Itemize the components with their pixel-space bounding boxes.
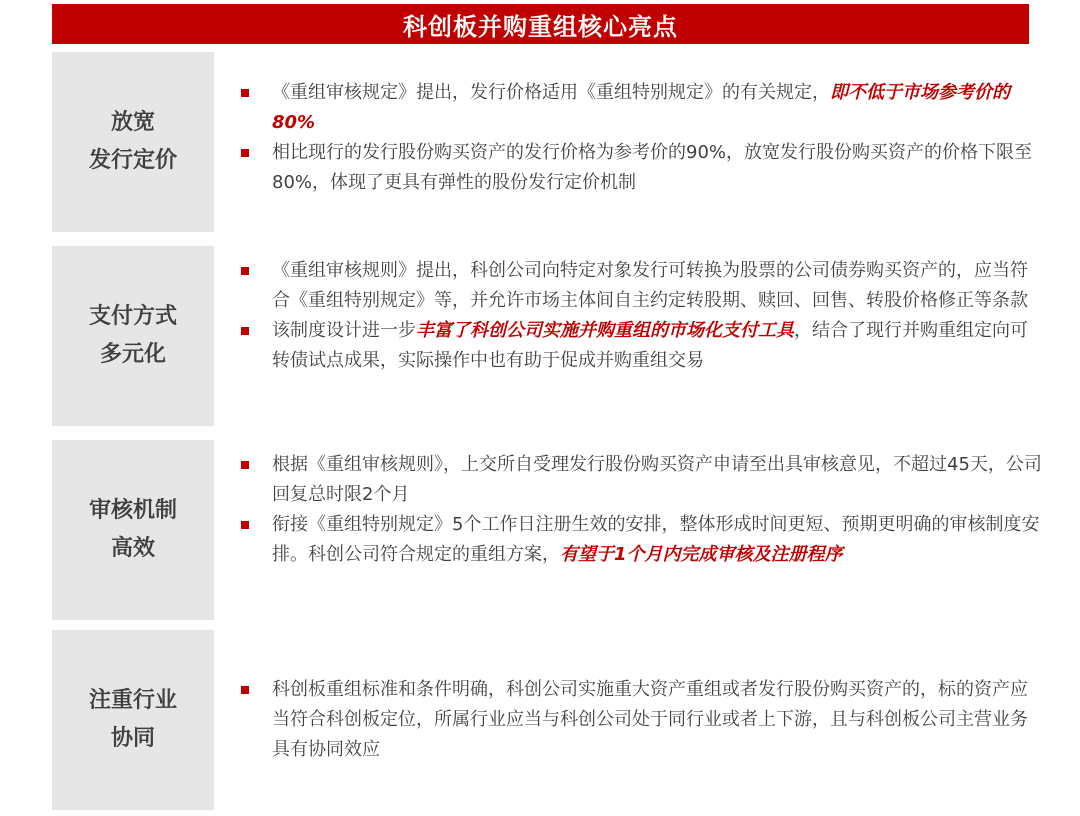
bullet-square-icon — [241, 521, 249, 529]
row-label-line: 放宽 — [110, 110, 155, 135]
bullet-text: 科创板重组标准和条件明确，科创公司实施重大资产重组或者发行股份购买资产的，标的资产应当符合科创板定位，所属行业应当与科创公司处于同行业或者上下游，且与科创板公司主营业务具有协同效应 — [272, 679, 1028, 760]
row-payment — [52, 246, 1042, 426]
bullet-text: 《重组审核规则》提出，科创公司向特定对象发行可转换为股票的公司债券购买资产的，应当符合《重组特别规定》等，并允许市场主体间自主约定转股期、赎回、回售、转股价格修正等条款 — [272, 260, 1028, 311]
row-label-line: 高效 — [110, 536, 155, 561]
bullet-item — [236, 256, 1042, 316]
bullet-square-icon — [241, 267, 249, 275]
bullet-square-icon — [241, 89, 249, 97]
bullet-text: 该制度设计进一步 — [272, 320, 416, 341]
row-label-line: 多元化 — [99, 342, 166, 367]
row-pricing — [52, 52, 1042, 232]
bullet-square-icon — [241, 327, 249, 335]
row-synergy — [52, 630, 1042, 810]
bullet-item — [236, 450, 1042, 510]
row-label-line: 协同 — [110, 726, 155, 751]
row-label — [52, 52, 214, 232]
bullet-item — [236, 510, 1042, 570]
bullet-text: 衔接《重组特别规定》5个工作日注册生效的安排，整体形成时间更短、预期更明确的审核制度安排。科创公司符合规定的重组方案， — [272, 514, 1040, 565]
bullet-highlight: 丰富了科创公司实施并购重组的市场化支付工具 — [416, 320, 794, 341]
bullet-highlight: 有望于1个月内完成审核及注册程序 — [560, 544, 843, 565]
bullet-item — [236, 138, 1042, 198]
row-label — [52, 246, 214, 426]
bullet-item — [236, 675, 1042, 765]
row-label — [52, 440, 214, 620]
bullet-text: 《重组审核规定》提出，发行价格适用《重组特别规定》的有关规定， — [272, 82, 830, 103]
bullet-item — [236, 316, 1042, 376]
bullet-text: ，结合了现行并购重组定向可转债试点成果，实际操作中也有助于促成并购重组交易 — [272, 320, 1028, 371]
row-label — [52, 630, 214, 810]
bullet-list — [236, 675, 1042, 765]
row-label-line: 注重行业 — [88, 688, 177, 713]
bullet-square-icon — [241, 149, 249, 157]
row-label-line: 发行定价 — [88, 148, 177, 173]
bullet-text: 相比现行的发行股份购买资产的发行价格为参考价的90%，放宽发行股份购买资产的价格下限至80%，体现了更具有弹性的股份发行定价机制 — [272, 142, 1033, 193]
bullet-square-icon — [241, 686, 249, 694]
bullet-highlight: 即不低于市场参考价的80% — [272, 82, 1010, 133]
row-review — [52, 440, 1042, 620]
bullet-list — [236, 450, 1042, 570]
page-title: 科创板并购重组核心亮点 — [52, 4, 1029, 44]
bullet-text: 根据《重组审核规则》，上交所自受理发行股份购买资产申请至出具审核意见，不超过45天，公司回复总时限2个月 — [272, 454, 1042, 505]
row-label-line: 审核机制 — [88, 498, 177, 523]
row-label-line: 支付方式 — [88, 304, 177, 329]
bullet-list — [236, 78, 1042, 198]
bullet-item — [236, 78, 1042, 138]
bullet-list — [236, 256, 1042, 376]
bullet-square-icon — [241, 461, 249, 469]
